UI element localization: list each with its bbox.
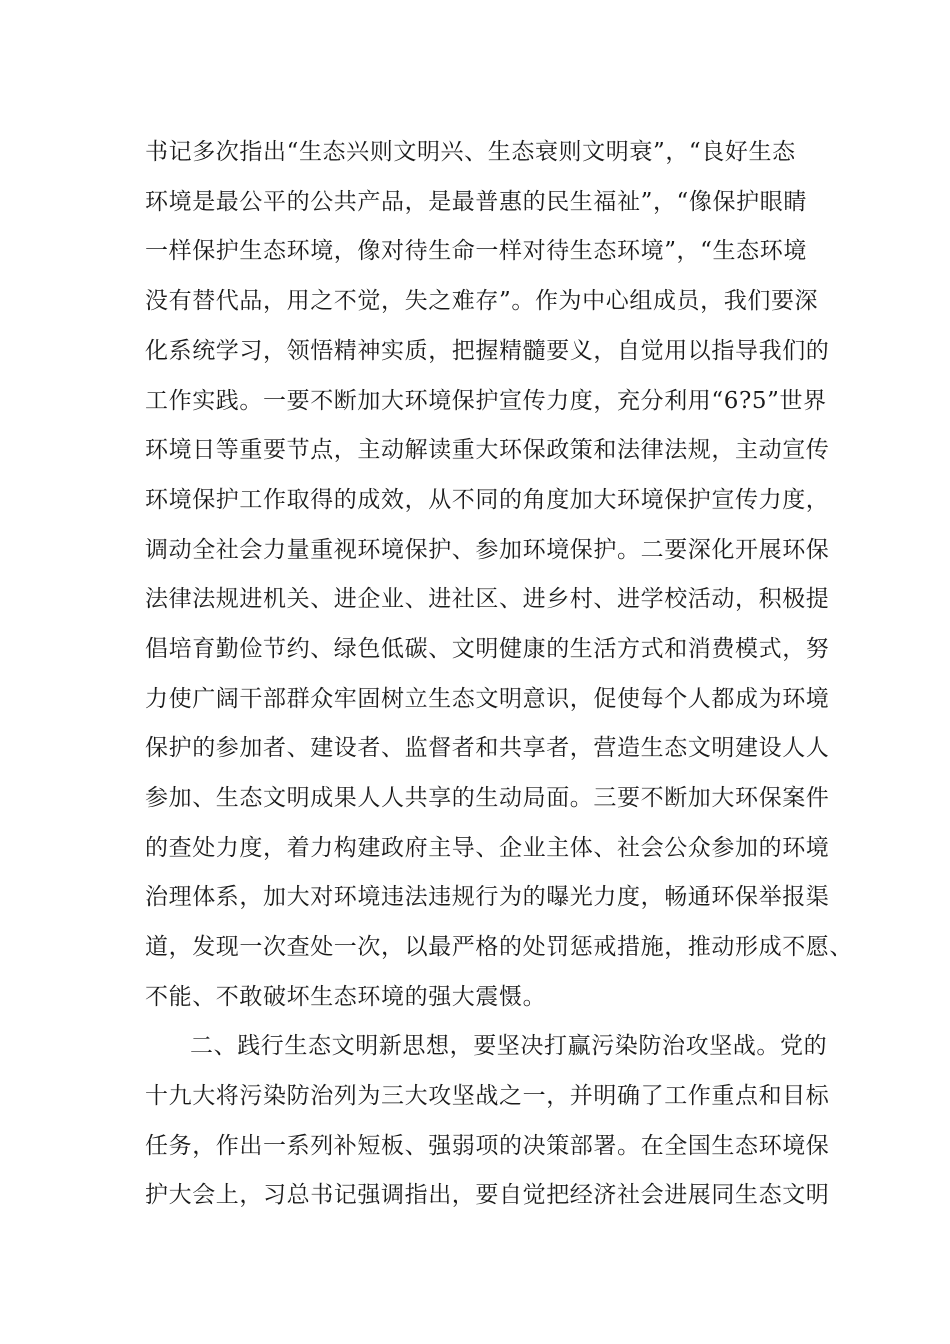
text-line: 没有替代品，用之不觉，失之难存”。作为中心组成员，我们要深 — [145, 288, 819, 314]
text-line: 调动全社会力量重视环境保护、参加环境保护。二要深化开展环保 — [145, 537, 830, 563]
text-line: 环境是最公平的公共产品，是最普惠的民生福祉”，“像保护眼睛 — [145, 189, 807, 215]
text-line: 工作实践。一要不断加大环境保护宣传力度，充分利用“6?5”世界 — [145, 388, 827, 414]
text-line: 护大会上，习总书记强调指出，要自觉把经济社会进展同生态文明 — [145, 1182, 830, 1208]
text-line: 参加、生态文明成果人人共享的生动局面。三要不断加大环保案件 — [145, 785, 830, 811]
text-line: 环境日等重要节点，主动解读重大环保政策和法律法规，主动宣传 — [145, 437, 830, 463]
text-line: 环境保护工作取得的成效，从不同的角度加大环境保护宣传力度， — [145, 487, 830, 513]
text-line: 法律法规进机关、进企业、进社区、进乡村、进学校活动，积极提 — [145, 586, 830, 612]
paragraph-first-line: 二、践行生态文明新思想，要坚决打赢污染防治攻坚战。党的 — [190, 1033, 828, 1059]
text-line: 保护的参加者、建设者、监督者和共享者，营造生态文明建设人人 — [145, 735, 830, 761]
text-line: 化系统学习，领悟精神实质，把握精髓要义，自觉用以指导我们的 — [145, 338, 830, 364]
text-line: 一样保护生态环境，像对待生命一样对待生态环境”，“生态环境 — [145, 238, 807, 264]
text-line: 不能、不敢破坏生态环境的强大震慑。 — [145, 984, 547, 1010]
text-line: 倡培育勤俭节约、绿色低碳、文明健康的生活方式和消费模式，努 — [145, 636, 830, 662]
text-line: 力使广阔干部群众牢固树立生态文明意识，促使每个人都成为环境 — [145, 686, 830, 712]
text-line: 治理体系，加大对环境违法违规行为的曝光力度，畅通环保举报渠 — [145, 884, 830, 910]
text-line: 书记多次指出“生态兴则文明兴、生态衰则文明衰”，“良好生态 — [145, 139, 796, 165]
text-line: 十九大将污染防治列为三大攻坚战之一，并明确了工作重点和目标 — [145, 1083, 830, 1109]
text-line: 道，发现一次查处一次，以最严格的处罚惩戒措施，推动形成不愿、 — [145, 934, 853, 960]
text-line: 的查处力度，着力构建政府主导、企业主体、社会公众参加的环境 — [145, 835, 830, 861]
text-line: 任务，作出一系列补短板、强弱项的决策部署。在全国生态环境保 — [145, 1133, 830, 1159]
